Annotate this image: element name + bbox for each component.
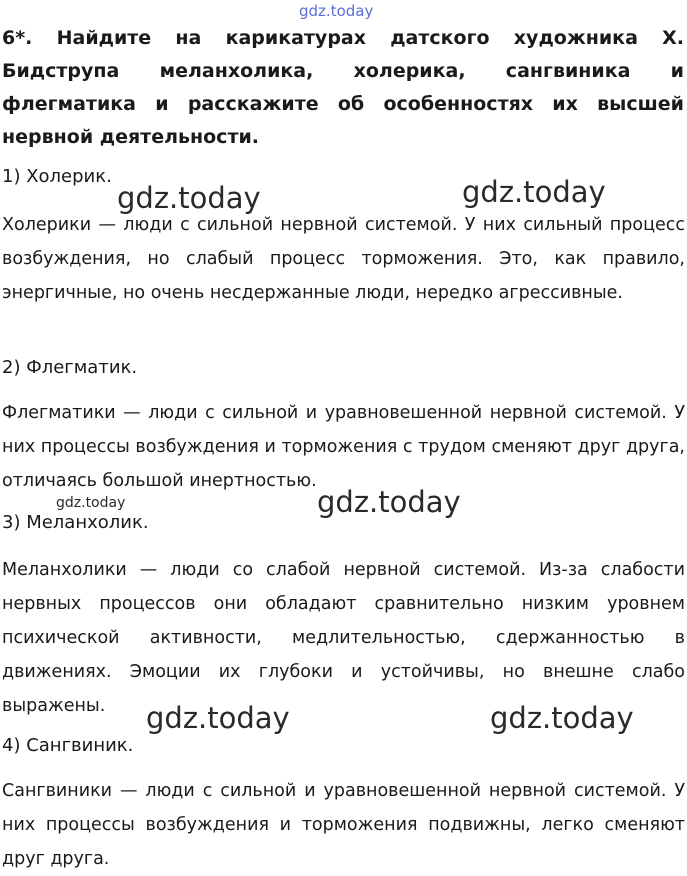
watermark-6: gdz.today xyxy=(490,701,634,735)
section-text-sanguine: Сангвиники — люди с сильной и уравновешенной нервной системой. У них процессы возбуждения и торможения подвижны, легко сменяют друг друга. xyxy=(2,781,685,869)
task-statement: 6*. Найдите на карикатурах датского художника Х. Бидструпа меланхолика, холерика, сангвиника и флегматика и расскажите об особенностях их высшей нервной деятельности. xyxy=(2,27,684,148)
section-text-melancholic: Меланхолики — люди со слабой нервной системой. Из-за слабости нервных процессов они обладают сравнительно низким уровнем психической активности, медлительностью, сдержанностью в движениях. Эмоции их глубоки и устойчивы, но внешне слабо выражены. xyxy=(2,560,685,716)
watermark-2: gdz.today xyxy=(462,175,606,209)
section-heading-melancholic: 3) Меланхолик. xyxy=(2,512,149,533)
watermark-top: gdz.today xyxy=(299,2,374,20)
section-heading-phlegmatic: 2) Флегматик. xyxy=(2,357,138,378)
watermark-5: gdz.today xyxy=(146,701,290,735)
watermark-3: gdz.today xyxy=(56,495,126,511)
section-text-phlegmatic: Флегматики — люди с сильной и уравновешенной нервной системой. У них процессы возбуждения и торможения с трудом сменяют друг друга, отличаясь большой инертностью. xyxy=(2,403,685,491)
watermark-4: gdz.today xyxy=(317,485,461,519)
section-heading-sanguine: 4) Сангвиник. xyxy=(2,735,134,756)
watermark-1: gdz.today xyxy=(117,181,261,215)
section-text-choleric: Холерики — люди с сильной нервной системой. У них сильный процесс возбуждения, но слабый процесс торможения. Это, как правило, энергичные, но очень несдержанные люди, нередко агрессивные. xyxy=(2,215,685,303)
section-heading-choleric: 1) Холерик. xyxy=(2,166,112,187)
